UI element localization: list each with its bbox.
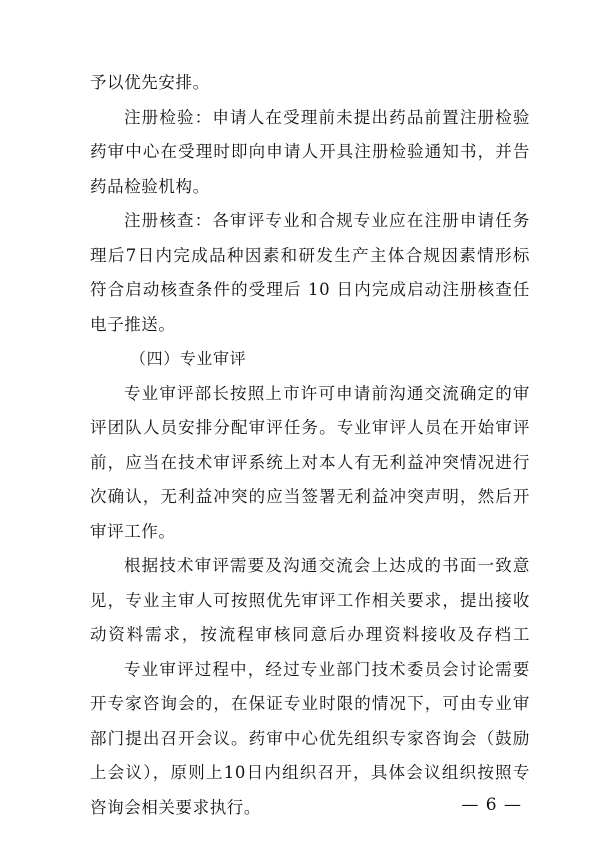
text-line: 部门提出召开会议。药审中心优先组织专家咨询会（鼓励 [90,728,530,748]
text-line: 药审中心在受理时即向申请人开具注册检验通知书，并告 [90,142,530,161]
text-line: 咨询会相关要求执行。 [90,797,261,817]
text-line: 审评工作。 [90,521,176,541]
text-line: 理后7日内完成品种因素和研发生产主体合规因素情形标 [90,245,530,265]
text-line: 见，专业主审人可按照优先审评工作相关要求，提出接收 [90,590,530,610]
text-line: 予以优先安排。 [90,73,210,92]
text-line: 药品检验机构。 [90,176,210,196]
text-line: 动资料需求，按流程审核同意后办理资料接收及存档工 [90,625,530,644]
paragraph-rolling-submission: 根据技术审评需要及沟通交流会上达成的书面一致意 [124,556,530,575]
text-line: 前，应当在技术审评系统上对本人有无利益冲突情况进行 [90,452,530,472]
text-line: 上会议），原则上10日内组织召开，具体会议组织按照专 [90,763,530,782]
text-line: 电子推送。 [90,314,176,334]
page-number: — 6 — [461,795,522,815]
text-line: 评团队人员安排分配审评任务。专业审评人员在开始审评 [90,418,530,437]
section-heading: （四）专业审评 [130,349,247,368]
text-line: 开专家咨询会的，在保证专业时限的情况下，可由专业审 [90,694,530,713]
paragraph-expert-consultation: 专业审评过程中，经过专业部门技术委员会讨论需要 [124,659,530,679]
paragraph-registration-inspection: 注册检验：申请人在受理前未提出药品前置注册检验 [124,107,530,127]
paragraph-registration-verification: 注册核查：各审评专业和合规专业应在注册申请任务 [124,211,530,230]
text-line: 次确认，无利益冲突的应当签署无利益冲突声明，然后开 [90,487,530,506]
paragraph-professional-review: 专业审评部长按照上市许可申请前沟通交流确定的审 [124,383,530,403]
text-line: 符合启动核查条件的受理后 10 日内完成启动注册核查任 [90,280,530,299]
document-body [90,66,530,825]
